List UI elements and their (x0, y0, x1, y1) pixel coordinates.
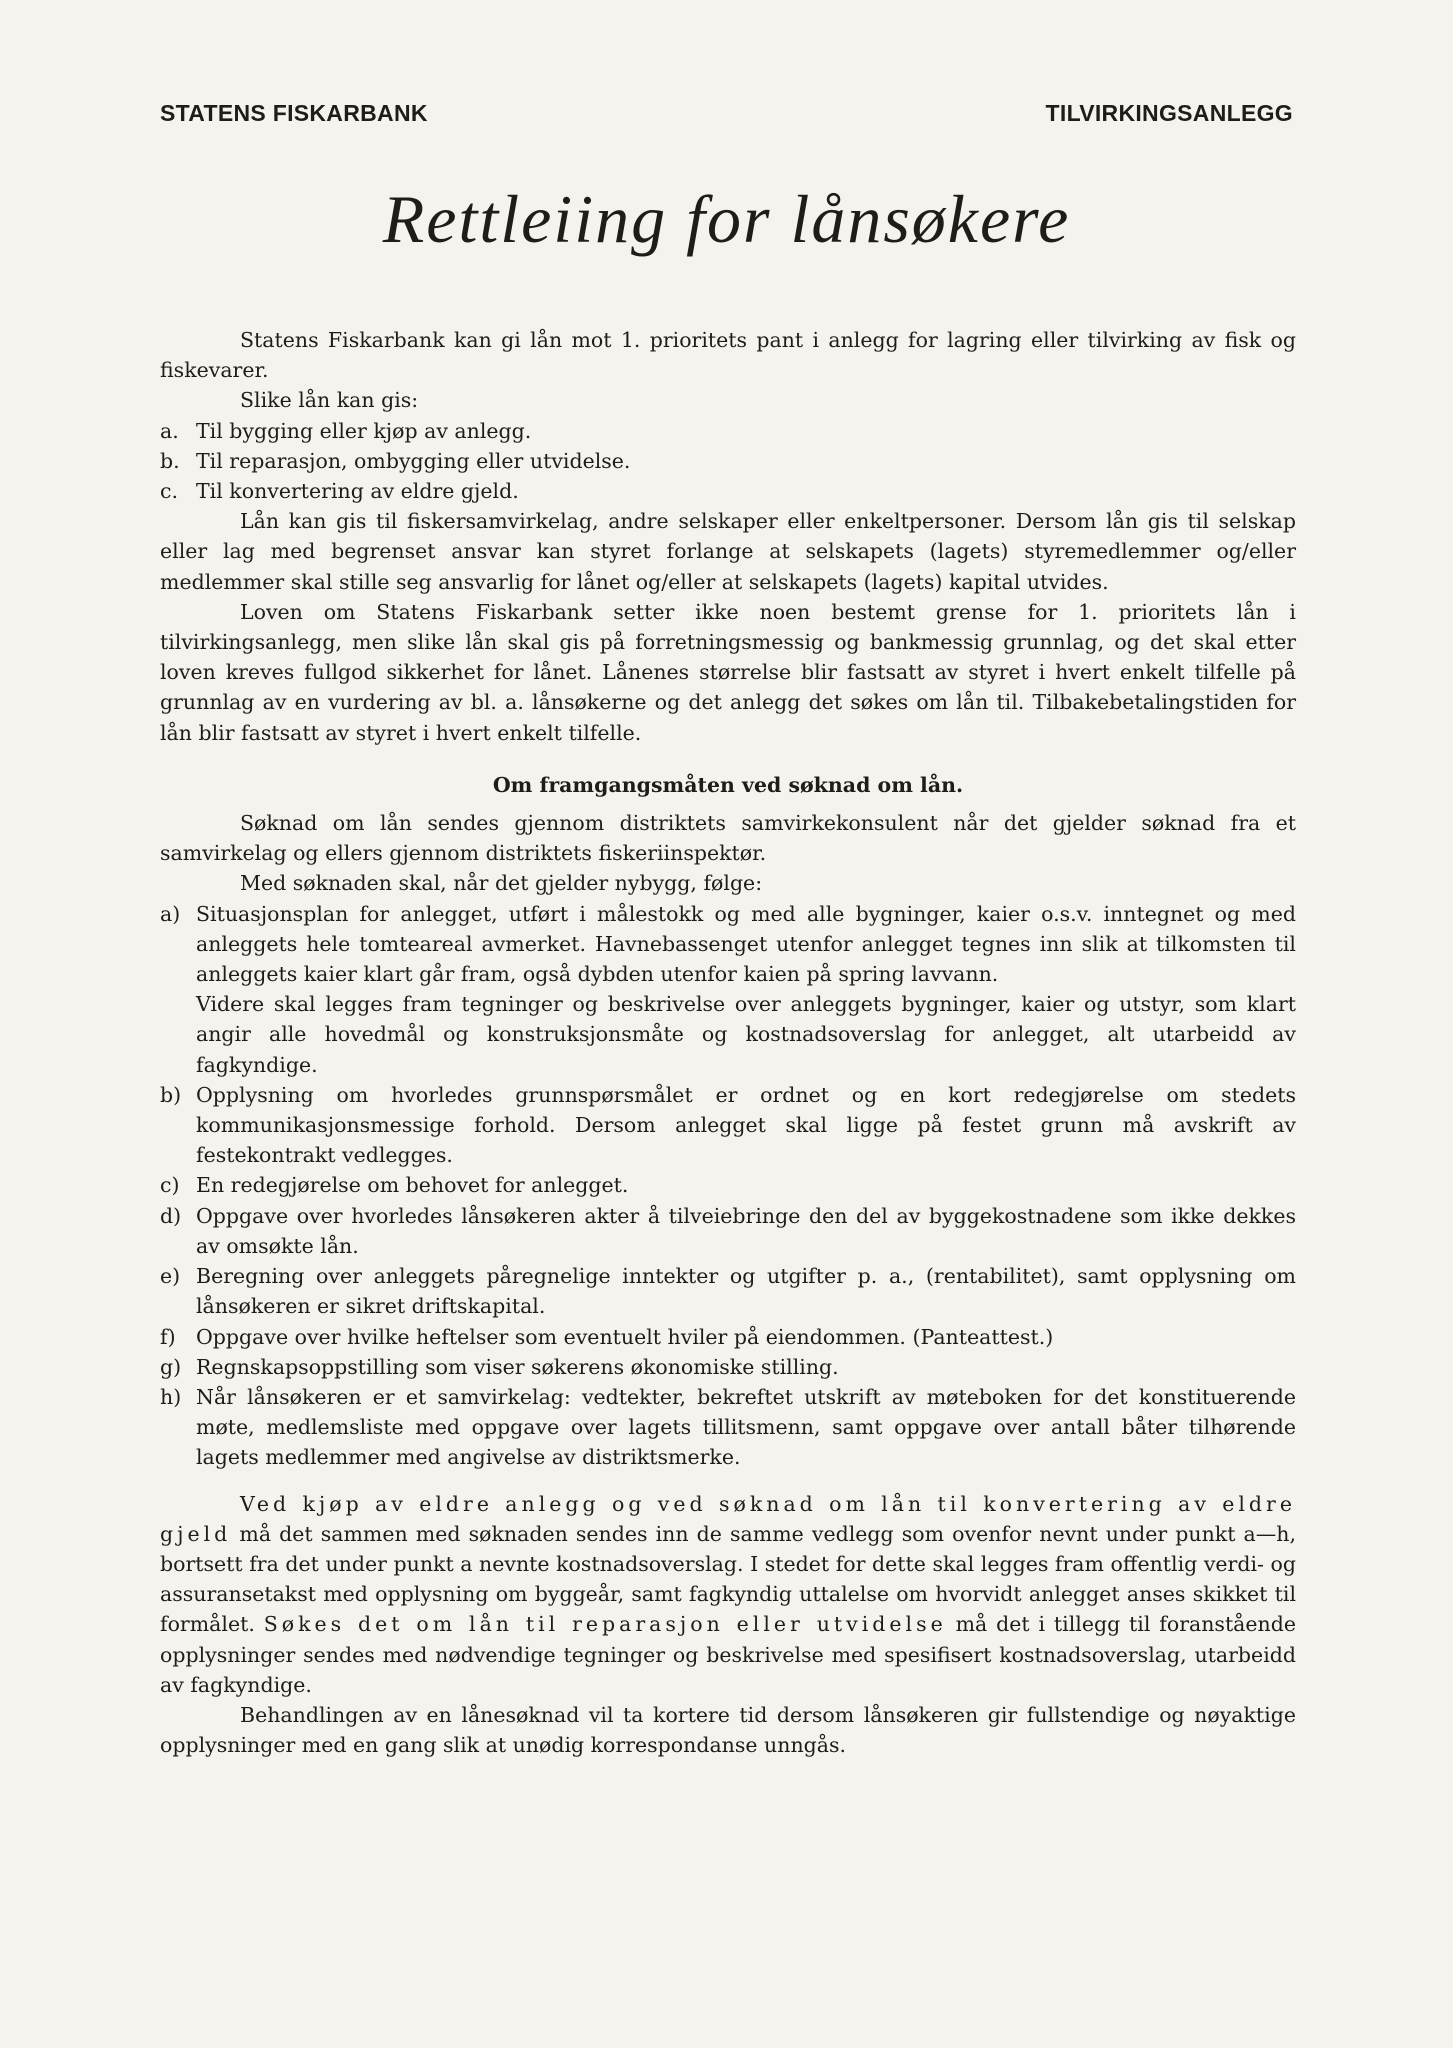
paragraph: Søknad om lån sendes gjennom distriktets samvirkekonsulent når det gjelder søknad fra et samvirkelag og ellers gjennom distriktets fiskeriinspektør. (160, 811, 1296, 866)
list-item (160, 899, 1296, 1080)
paragraph: Slike lån kan gis: (240, 388, 419, 413)
list-item (160, 416, 1296, 446)
page-title: Rettleiing for lånsøkere (382, 181, 1071, 257)
list-text: Situasjonsplan for anlegget, utført i målestokk og med alle bygninger, kaier o.s.v. inntegnet og med anleggets hele tomteareal avmerket. Havnebassenget utenfor anlegget tegnes inn slik at tilkomsten til anleggets kaier klart går fram, også dybden utenfor kaien på spring lavvann. (196, 901, 1296, 987)
list-item (160, 476, 1296, 506)
header-left: STATENS FISKARBANK (160, 100, 428, 126)
loan-purpose-list (160, 416, 1296, 507)
document-body (160, 325, 1296, 1760)
spaced-text: Søkes det om lån til reparasjon eller utvidelse (263, 1612, 947, 1637)
paragraph: Loven om Statens Fiskarbank setter ikke noen bestemt grense for 1. prioritets lån i tilvirkingsanlegg, men slike lån skal gis på forretningsmessig og bankmessig grunnlag, og det skal etter loven kreves fullgod sikkerhet for lånet. Lånenes størrelse blir fastsatt av styret i hvert enkelt tilfelle på grunnlag av en vurdering av bl. a. lånsøkerne og det anlegg det søkes om lån til. Tilbakebetalingstiden for lån blir fastsatt av styret i hvert enkelt tilfelle. (160, 599, 1296, 745)
list-marker: b) (160, 1082, 182, 1107)
list-text: Når lånsøkeren er et samvirkelag: vedtekter, bekreftet utskrift av møteboken for det konstituerende møte, medlemsliste med oppgave over lagets tillitsmenn, samt oppgave over antall båter tilhørende lagets medlemmer med angivelse av distriktsmerke. (196, 1384, 1296, 1470)
list-marker: c) (160, 1173, 180, 1198)
list-text: Til reparasjon, ombygging eller utvidelse. (196, 448, 631, 473)
section-heading: Om framgangsmåten ved søknad om lån. (492, 772, 964, 797)
list-item (160, 1201, 1296, 1261)
page-header (160, 100, 1293, 127)
spaced-text: Ved kjøp av eldre anlegg og ved søknad om lån til konvertering av eldre gjeld (160, 1491, 1296, 1546)
list-text: En redegjørelse om behovet for anlegget. (196, 1173, 629, 1198)
list-text: Beregning over anleggets påregnelige inntekter og utgifter p. a., (rentabilitet), samt opplysning om lånsøkeren er sikret driftskapital. (196, 1264, 1296, 1319)
paragraph: Statens Fiskarbank kan gi lån mot 1. prioritets pant i anlegg for lagring eller tilvirking av fisk og fiskevarer. (160, 328, 1296, 383)
paragraph: Med søknaden skal, når det gjelder nybygg, følge: (240, 871, 763, 896)
list-text: Til konvertering av eldre gjeld. (196, 479, 519, 504)
list-item (160, 446, 1296, 476)
list-item (160, 1080, 1296, 1171)
list-item (160, 1352, 1296, 1382)
list-text: Regnskapsoppstilling som viser søkerens økonomiske stilling. (196, 1354, 839, 1379)
list-marker: b. (160, 448, 180, 473)
list-text-continued: Videre skal legges fram tegninger og beskrivelse over anleggets bygninger, kaier og utstyr, som klart angir alle hovedmål og konstruksjonsmåte og kostnadsoverslag for anlegget, alt utarbeidd av fagkyndige. (196, 992, 1296, 1077)
list-text: Oppgave over hvilke heftelser som eventuelt hviler på eiendommen. (Panteattest.) (196, 1324, 1054, 1349)
list-item (160, 1382, 1296, 1473)
paragraph: Lån kan gis til fiskersamvirkelag, andre selskaper eller enkeltpersoner. Dersom lån gis til selskap eller lag med begrenset ansvar kan styret forlange at selskapets (lagets) styremedlemmer og/eller medlemmer skal stille seg ansvarlig for lånet og/eller at selskapets (lagets) kapital utvides. (160, 509, 1296, 594)
paragraph: Ved kjøp av eldre anlegg og ved søknad om lån til konvertering av eldre gjeld må det sammen med søknaden sendes inn de samme vedlegg som ovenfor nevnt under punkt a—h, bortsett fra det under punkt a nevnte kostnadsoverslag. I stedet for dette skal legges fram offentlig verdi- og assuransetakst med opplysning om byggeår, samt fagkyndig uttalelse om hvorvidt anlegget anses skikket til formålet. Søkes det om lån til reparasjon eller utvidelse må det i tillegg til foranstående opplysninger sendes med nødvendige tegninger og beskrivelse med spesifisert kostnadsoverslag, utarbeidd av fagkyndige. (160, 1491, 1296, 1697)
list-marker: e) (160, 1264, 181, 1289)
list-text: Opplysning om hvorledes grunnspørsmålet er ordnet og en kort redegjørelse om stedets kommunikasjonsmessige forhold. Dersom anlegget skal ligge på festet grunn må avskrift av festekontrakt vedlegges. (196, 1082, 1296, 1168)
attachment-list (160, 899, 1296, 1473)
list-item (160, 1261, 1296, 1321)
list-marker: f) (160, 1324, 176, 1349)
list-marker: g) (160, 1354, 182, 1379)
list-marker: d) (160, 1203, 182, 1228)
list-marker: c. (160, 479, 178, 504)
list-text: Til bygging eller kjøp av anlegg. (196, 418, 532, 443)
list-marker: a. (160, 418, 179, 443)
header-right: TILVIRKINGSANLEGG (1045, 100, 1293, 126)
list-item (160, 1170, 1296, 1200)
paragraph: Behandlingen av en lånesøknad vil ta kortere tid dersom lånsøkeren gir fullstendige og nøyaktige opplysninger med en gang slik at unødig korrespondanse unngås. (160, 1702, 1296, 1758)
list-text: Oppgave over hvorledes lånsøkeren akter å tilveiebringe den del av byggekostnadene som ikke dekkes av omsøkte lån. (196, 1203, 1296, 1258)
list-marker: a) (160, 901, 181, 926)
list-marker: h) (160, 1384, 182, 1409)
list-item (160, 1322, 1296, 1352)
